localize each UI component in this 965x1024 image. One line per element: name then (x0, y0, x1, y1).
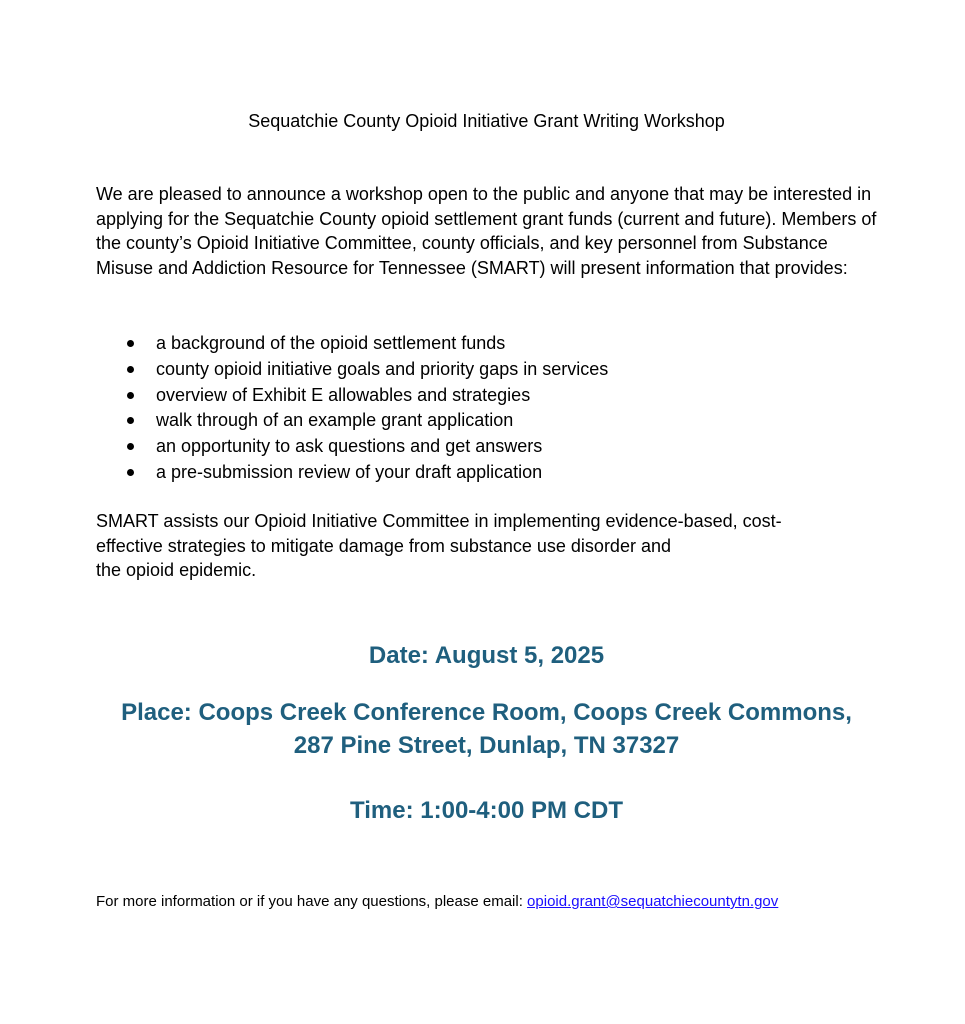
closing-paragraph (96, 509, 856, 583)
list-item-text: an opportunity to ask questions and get answers (156, 436, 543, 457)
list-item (96, 383, 856, 409)
closing-line: the opioid epidemic. (96, 560, 257, 580)
bullet-icon (127, 417, 134, 424)
email-link[interactable]: opioid.grant@sequatchiecountytn.gov (527, 893, 779, 910)
list-item-text: a background of the opioid settlement funds (156, 333, 506, 353)
event-place (0, 696, 965, 762)
event-place-line: Place: Coops Creek Conference Room, Coops Creek Commons, (121, 699, 852, 726)
closing-line: SMART assists our Opioid Initiative Committee in implementing evidence-based, cost- (96, 511, 782, 531)
list-item (96, 434, 856, 460)
list-item-text: a pre-submission review of your draft application (156, 461, 543, 482)
topics-list (96, 331, 856, 486)
list-item-text: overview of Exhibit E allowables and strategies (156, 384, 531, 405)
list-item (96, 408, 856, 434)
list-item (96, 357, 856, 383)
closing-line: effective strategies to mitigate damage from substance use disorder and (96, 535, 671, 556)
list-item-text: walk through of an example grant application (156, 410, 514, 431)
bullet-icon (127, 366, 134, 373)
event-time: Time: 1:00-4:00 PM CDT (350, 797, 623, 824)
event-date: Date: August 5, 2025 (368, 642, 605, 669)
bullet-icon (127, 469, 134, 476)
bullet-icon (127, 392, 134, 399)
list-item (96, 331, 856, 357)
document-title: Sequatchie County Opioid Initiative Grant Writing Workshop (248, 111, 725, 131)
contact-text: For more information or if you have any questions, please email: (96, 893, 528, 910)
bullet-icon (127, 340, 134, 347)
intro-paragraph: We are pleased to announce a workshop open to the public and anyone that may be interested in applying for the Sequatchie County opioid settlement grant funds (current and future). Members of the county’s Opioid Initiative Committee, county officials, and key personnel from Substance Misuse and Addiction Resource for Tennessee (SMART) will present information that provides: (96, 184, 877, 278)
contact-footer (96, 891, 896, 913)
list-item-text: county opioid initiative goals and priority gaps in services (156, 358, 609, 379)
bullet-icon (127, 443, 134, 450)
event-place-line: 287 Pine Street, Dunlap, TN 37327 (293, 732, 680, 759)
list-item (96, 460, 856, 486)
